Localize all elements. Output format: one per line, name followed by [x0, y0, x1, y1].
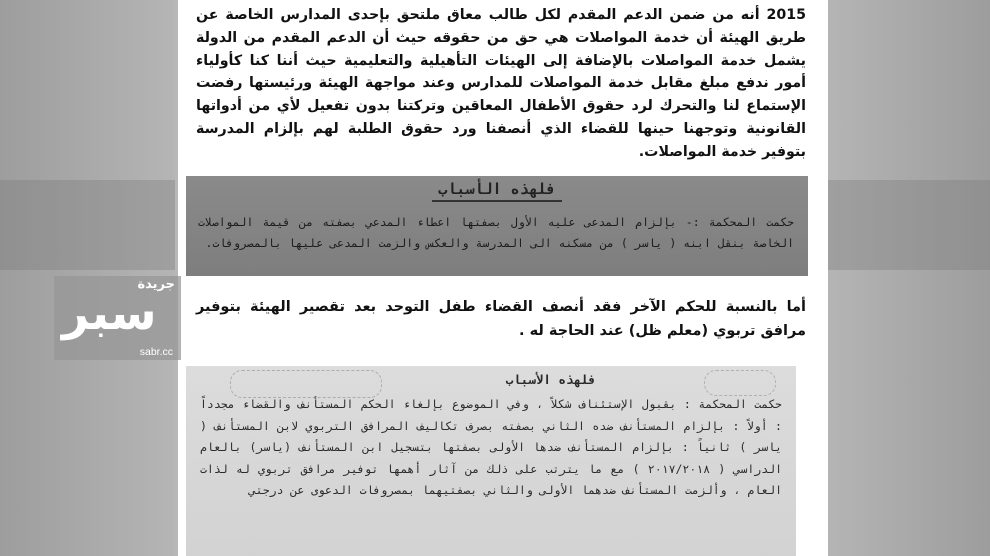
- stamp-mark: [704, 370, 776, 396]
- scan-dark-body: حكمت المحكمة :- بإلزام المدعى عليه الأول بصفتها اعطاء المدعي بصفته من قيمة المواصلات الخاصة بنقل ابنه ( ياسر ) من مسكنه الى المدرسة والعكس والزمت المدعى عليها بالمصروفات.: [198, 215, 794, 250]
- scanned-verdict-dark: [186, 176, 808, 276]
- scanned-verdict-light: [186, 366, 796, 556]
- logo-url: sabr.cc: [139, 346, 173, 358]
- logo-small-text: جريدة: [137, 277, 175, 292]
- scan-light-body: حكمت المحكمة : بقبول الإستئناف شكلاً ، وفي الموضوع بإلغاء الحكم المستأنف والقضاء مجدداً : أولاً : بإلزام المستأنف ضده الثاني بصفته بصرف تكاليف المرافق التربوي لابن المستأنف ( ياسر ) ثانياً : بإلزام المستأنف ضدها الأولى بصفتها بتسجيل ابن المستأنف (ياسر) بالعام الدراسي ( ٢٠١٧/٢٠١٨ ) مع ما يترتب على ذلك من آثار أهمها توفير مرافق تربوي له لذات العام ، وألزمت المستأنف ضدهما الأولى والثاني بصفتيهما بمصروفات الدعوى عن درجتي: [200, 397, 782, 497]
- scan-light-heading: فلهذه الأسباب: [505, 372, 596, 387]
- blur-band: [825, 180, 990, 270]
- scan-dark-heading: فلهذه الأسباب: [186, 180, 808, 202]
- logo-big-text: سبر: [62, 286, 157, 341]
- sabr-logo: [54, 276, 181, 360]
- paragraph-top: 2015 أنه من ضمن الدعم المقدم لكل طالب معاق ملتحق بإحدى المدارس الخاصة عن طريق الهيئة أن خدمة المواصلات هي حق من حقوقه حيث أن الدعم المقدم من الدولة يشمل خدمة المواصلات بالإضافة إلى الهيئات التأهيلية والتعليمية حيث أننا كنا كأولياء أمور ندفع مبلغ مقابل خدمة المواصلات للمدارس وعند مواجهة الهيئة ورئيستها رفضت الإستماع لنا والتحرك لرد حقوق الأطفال المعاقين وتركتنا بدون تفعيل لأي من أدواتها القانونية وتوجهنا حينها للقضاء الذي أنصفنا ورد حقوق الطلبة لهم بإلزام المدرسة بتوفير خدمة المواصلات.: [196, 7, 806, 160]
- blur-band: [0, 180, 175, 270]
- background-right-blur: [825, 0, 990, 556]
- document-page: [178, 0, 828, 556]
- paragraph-middle: أما بالنسبة للحكم الآخر فقد أنصف القضاء طفل التوحد بعد تقصير الهيئة بتوفير مرافق تربوي (معلم ظل) عند الحاجة له .: [196, 299, 806, 339]
